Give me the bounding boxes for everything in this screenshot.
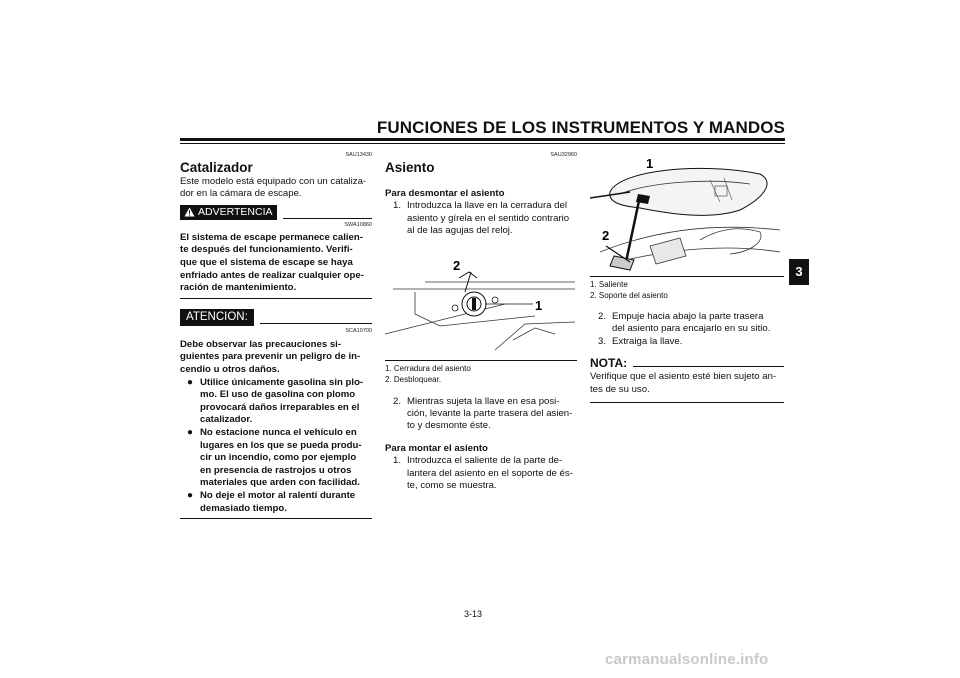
chapter-tab[interactable]: 3 [789,259,809,285]
list-item: ● Utilice únicamente gasolina sin plo- mo. El uso de gasolina con plomo provocará daños irreparables en el catalizador. [187,376,364,426]
warning-text: El sistema de escape permanece calien- te después del funcionamiento. Verifi- que que el sistema de escape se haya enfriado antes de realizar cualquier ope- ración de mantenimiento. [180,231,364,294]
nota-text: Verifique que el asiento esté bien sujeto an- tes de su uso. [590,371,777,395]
remove-step-2: 2. Mientras sujeta la llave en esa posi- ción, levante la parte trasera del asien- to y desmonte éste. [393,395,573,432]
asiento-section [385,152,577,492]
bullet-icon: ● [187,376,194,388]
figure2-captions: 1. Saliente 2. Soporte del asiento [590,280,668,300]
nota-header [590,356,784,370]
list-item: ● No estacione nunca el vehículo en lugares en los que se pueda produ- cir un incendio, como por ejemplo en presencia de rastrojos u otros materiales que arden con facilidad. [187,426,362,489]
remove-step-1: 1. Introduzca la llave en la cerradura del asiento y gírela en el sentido contrario al de las agujas del reloj. [393,200,570,237]
figure1-label-2: 2 [453,257,461,273]
caution-header [180,309,372,326]
catalizador-intro: Este modelo está equipado con un cataliza- dor en la cámara de escape. [180,176,367,200]
caution-bullet-list [180,377,372,516]
figure2-label-1: 1 [646,156,654,171]
watermark: carmanualsonline.info [605,651,769,668]
warning-badge: ADVERTENCIA [180,205,277,220]
catalizador-section [180,152,372,519]
figure2-label-2: 2 [602,228,610,243]
nota-rule [633,366,784,367]
caution-code: SCA10700 [345,327,372,334]
page-header-title: FUNCIONES DE LOS INSTRUMENTOS Y MANDOS [376,118,785,137]
figure2-rule [590,276,784,277]
figure1-rule [385,360,577,361]
seat-mount-figure [590,152,784,276]
list-item: ● No deje el motor al ralentí durante demasiado tiempo. [187,489,356,514]
install-step-3: 3. Extraiga la llave. [598,335,683,347]
figure1-label-1: 1 [535,297,543,313]
bullet-icon: ● [187,489,194,501]
install-step-2: 2. Empuje hacia abajo la parte trasera del asiento para encajarlo en su sitio. [598,311,771,335]
asiento-code: SAU32960 [550,152,577,158]
caution-badge: ATENCION: [180,309,254,326]
catalizador-code: SAU13430 [345,152,372,158]
remove-heading: Para desmontar el asiento [385,188,505,199]
nota-label: NOTA: [590,356,628,371]
caution-text: Debe observar las precauciones si- guientes para prevenir un peligro de in- cendio u otros daños. [180,338,361,375]
warning-code: SWA10860 [344,221,372,228]
asiento-section-continued [590,152,784,403]
asiento-title: Asiento [385,160,435,175]
warning-rule [283,218,373,219]
catalizador-title: Catalizador [180,160,253,175]
page-number: 3-13 [464,609,483,619]
bullet-icon: ● [187,426,194,438]
warning-end-rule [180,298,372,299]
install-step-1: 1. Introduzca el saliente de la parte de- lantera del asiento en el soporte de és- te, como se muestra. [393,455,573,492]
install-heading: Para montar el asiento [385,442,488,454]
seat-lock-figure [385,242,577,360]
caution-rule [260,323,372,324]
header-rule-thin [180,143,785,144]
nota-end-rule [590,402,784,403]
header-rule-thick [180,138,785,141]
warning-triangle-icon [184,207,195,217]
warning-header [180,205,372,220]
figure1-captions: 1. Cerradura del asiento 2. Desbloquear. [385,363,471,384]
caution-end-rule [180,518,372,519]
